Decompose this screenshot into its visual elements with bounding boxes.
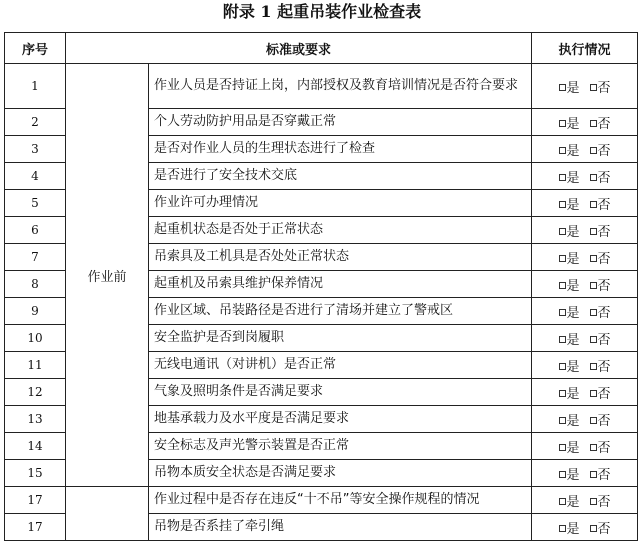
page-title: 附录 1 起重吊装作业检查表 (222, 2, 422, 21)
checkbox-icon[interactable] (559, 147, 566, 154)
row-seq: 2 (5, 109, 66, 136)
row-status-options (532, 64, 638, 109)
row-status-options (532, 406, 638, 433)
checkbox-icon[interactable] (590, 390, 597, 397)
option-yes-label: 是 (566, 332, 580, 348)
row-seq: 15 (5, 460, 66, 487)
row-seq: 12 (5, 379, 66, 406)
row-seq: 14 (5, 433, 66, 460)
option-yes[interactable] (559, 81, 580, 96)
checkbox-icon[interactable] (590, 471, 597, 478)
option-yes-label: 是 (566, 386, 580, 402)
checkbox-icon[interactable] (590, 255, 597, 262)
option-no-label: 否 (597, 305, 611, 321)
checkbox-icon[interactable] (590, 120, 597, 127)
option-no-label: 否 (597, 440, 611, 456)
option-yes-label: 是 (566, 197, 580, 213)
row-status-options (532, 460, 638, 487)
row-requirement: 地基承载力及水平度是否满足要求 (149, 406, 532, 433)
option-yes-label: 是 (566, 116, 580, 132)
option-no[interactable] (590, 279, 611, 294)
option-yes-label: 是 (566, 440, 580, 456)
row-requirement: 作业人员是否持证上岗，内部授权及教育培训情况是否符合要求 (149, 64, 532, 109)
row-seq: 9 (5, 298, 66, 325)
option-no-label: 否 (597, 224, 611, 240)
option-yes[interactable] (559, 225, 580, 240)
option-yes[interactable] (559, 171, 580, 186)
option-yes-label: 是 (566, 494, 580, 510)
row-requirement: 作业过程中是否存在违反“十不吊”等安全操作规程的情况 (149, 487, 532, 514)
phase-during (66, 487, 149, 541)
row-status-options (532, 190, 638, 217)
row-seq: 6 (5, 217, 66, 244)
checkbox-icon[interactable] (559, 120, 566, 127)
checkbox-icon[interactable] (559, 255, 566, 262)
row-status-options (532, 352, 638, 379)
option-no-label: 否 (597, 170, 611, 186)
option-no-label: 否 (597, 359, 611, 375)
checkbox-icon[interactable] (559, 525, 566, 532)
option-yes[interactable] (559, 468, 580, 483)
checkbox-icon[interactable] (559, 471, 566, 478)
row-requirement: 气象及照明条件是否满足要求 (149, 379, 532, 406)
option-yes-label: 是 (566, 170, 580, 186)
option-no-label: 否 (597, 116, 611, 132)
option-no-label: 否 (597, 143, 611, 159)
checkbox-icon[interactable] (590, 417, 597, 424)
option-no-label: 否 (597, 386, 611, 402)
option-no[interactable] (590, 333, 611, 348)
option-no[interactable] (590, 252, 611, 267)
row-status-options (532, 514, 638, 541)
option-no[interactable] (590, 81, 611, 96)
option-no[interactable] (590, 171, 611, 186)
checkbox-icon[interactable] (559, 282, 566, 289)
row-requirement: 起重机及吊索具维护保养情况 (149, 271, 532, 298)
row-seq: 13 (5, 406, 66, 433)
option-no[interactable] (590, 306, 611, 321)
checkbox-icon[interactable] (559, 309, 566, 316)
phase-before: 作业前 (66, 64, 149, 487)
row-requirement: 安全监护是否到岗履职 (149, 325, 532, 352)
row-requirement: 吊物本质安全状态是否满足要求 (149, 460, 532, 487)
option-no[interactable] (590, 495, 611, 510)
option-yes-label: 是 (566, 359, 580, 375)
header-seq: 序号 (5, 33, 66, 64)
option-yes[interactable] (559, 198, 580, 213)
checkbox-icon[interactable] (590, 309, 597, 316)
checkbox-icon[interactable] (559, 201, 566, 208)
option-yes[interactable] (559, 522, 580, 537)
row-status-options (532, 244, 638, 271)
row-requirement: 是否进行了安全技术交底 (149, 163, 532, 190)
checkbox-icon[interactable] (559, 390, 566, 397)
checkbox-icon[interactable] (590, 228, 597, 235)
option-yes[interactable] (559, 387, 580, 402)
row-status-options (532, 109, 638, 136)
row-seq: 17 (5, 514, 66, 541)
checkbox-icon[interactable] (559, 417, 566, 424)
option-yes-label: 是 (566, 467, 580, 483)
option-yes[interactable] (559, 333, 580, 348)
option-yes-label: 是 (566, 305, 580, 321)
row-status-options (532, 136, 638, 163)
option-yes[interactable] (559, 306, 580, 321)
option-yes[interactable] (559, 252, 580, 267)
option-yes[interactable] (559, 279, 580, 294)
row-status-options (532, 217, 638, 244)
option-no-label: 否 (597, 332, 611, 348)
checkbox-icon[interactable] (590, 336, 597, 343)
row-seq: 7 (5, 244, 66, 271)
checkbox-icon[interactable] (559, 498, 566, 505)
checkbox-icon[interactable] (590, 174, 597, 181)
option-no-label: 否 (597, 80, 611, 96)
row-seq: 1 (5, 64, 66, 109)
option-no-label: 否 (597, 197, 611, 213)
checkbox-icon[interactable] (559, 336, 566, 343)
checkbox-icon[interactable] (559, 444, 566, 451)
option-yes[interactable] (559, 441, 580, 456)
option-yes[interactable] (559, 360, 580, 375)
checkbox-icon[interactable] (590, 498, 597, 505)
option-yes-label: 是 (566, 413, 580, 429)
option-yes-label: 是 (566, 80, 580, 96)
checkbox-icon[interactable] (590, 363, 597, 370)
row-seq: 11 (5, 352, 66, 379)
row-seq: 5 (5, 190, 66, 217)
row-requirement: 作业区域、吊装路径是否进行了清场并建立了警戒区 (149, 298, 532, 325)
option-no[interactable] (590, 360, 611, 375)
checkbox-icon[interactable] (590, 147, 597, 154)
option-no-label: 否 (597, 251, 611, 267)
option-yes[interactable] (559, 414, 580, 429)
row-status-options (532, 163, 638, 190)
option-yes[interactable] (559, 117, 580, 132)
option-yes-label: 是 (566, 224, 580, 240)
option-yes[interactable] (559, 144, 580, 159)
row-requirement: 吊物是否系挂了牵引绳 (149, 514, 532, 541)
row-seq: 10 (5, 325, 66, 352)
inspection-table (4, 32, 638, 541)
row-status-options (532, 487, 638, 514)
option-no[interactable] (590, 198, 611, 213)
checkbox-icon[interactable] (590, 525, 597, 532)
header-status: 执行情况 (532, 33, 638, 64)
row-requirement: 吊索具及工机具是否处处正常状态 (149, 244, 532, 271)
checkbox-icon[interactable] (559, 228, 566, 235)
row-requirement: 作业许可办理情况 (149, 190, 532, 217)
option-no-label: 否 (597, 467, 611, 483)
option-no[interactable] (590, 387, 611, 402)
option-yes-label: 是 (566, 521, 580, 537)
row-seq: 8 (5, 271, 66, 298)
header-standard: 标准或要求 (66, 33, 532, 64)
option-yes-label: 是 (566, 143, 580, 159)
row-seq: 3 (5, 136, 66, 163)
table-header-row (5, 33, 638, 64)
option-no[interactable] (590, 522, 611, 537)
option-yes-label: 是 (566, 278, 580, 294)
option-yes-label: 是 (566, 251, 580, 267)
row-status-options (532, 379, 638, 406)
row-requirement: 个人劳动防护用品是否穿戴正常 (149, 109, 532, 136)
option-no[interactable] (590, 414, 611, 429)
checkbox-icon[interactable] (559, 84, 566, 91)
option-no-label: 否 (597, 494, 611, 510)
checkbox-icon[interactable] (590, 201, 597, 208)
option-no[interactable] (590, 468, 611, 483)
row-status-options (532, 298, 638, 325)
table-row (5, 64, 638, 109)
row-requirement: 是否对作业人员的生理状态进行了检查 (149, 136, 532, 163)
option-no-label: 否 (597, 413, 611, 429)
checkbox-icon[interactable] (590, 282, 597, 289)
option-no-label: 否 (597, 278, 611, 294)
row-requirement: 安全标志及声光警示装置是否正常 (149, 433, 532, 460)
row-requirement: 起重机状态是否处于正常状态 (149, 217, 532, 244)
row-seq: 4 (5, 163, 66, 190)
row-seq: 17 (5, 487, 66, 514)
checkbox-icon[interactable] (559, 363, 566, 370)
table-row (5, 487, 638, 514)
option-no[interactable] (590, 441, 611, 456)
checkbox-icon[interactable] (590, 84, 597, 91)
row-status-options (532, 325, 638, 352)
option-yes[interactable] (559, 495, 580, 510)
checkbox-icon[interactable] (559, 174, 566, 181)
row-status-options (532, 433, 638, 460)
option-no[interactable] (590, 144, 611, 159)
option-no[interactable] (590, 117, 611, 132)
row-status-options (532, 271, 638, 298)
option-no[interactable] (590, 225, 611, 240)
checkbox-icon[interactable] (590, 444, 597, 451)
option-no-label: 否 (597, 521, 611, 537)
row-requirement: 无线电通讯（对讲机）是否正常 (149, 352, 532, 379)
